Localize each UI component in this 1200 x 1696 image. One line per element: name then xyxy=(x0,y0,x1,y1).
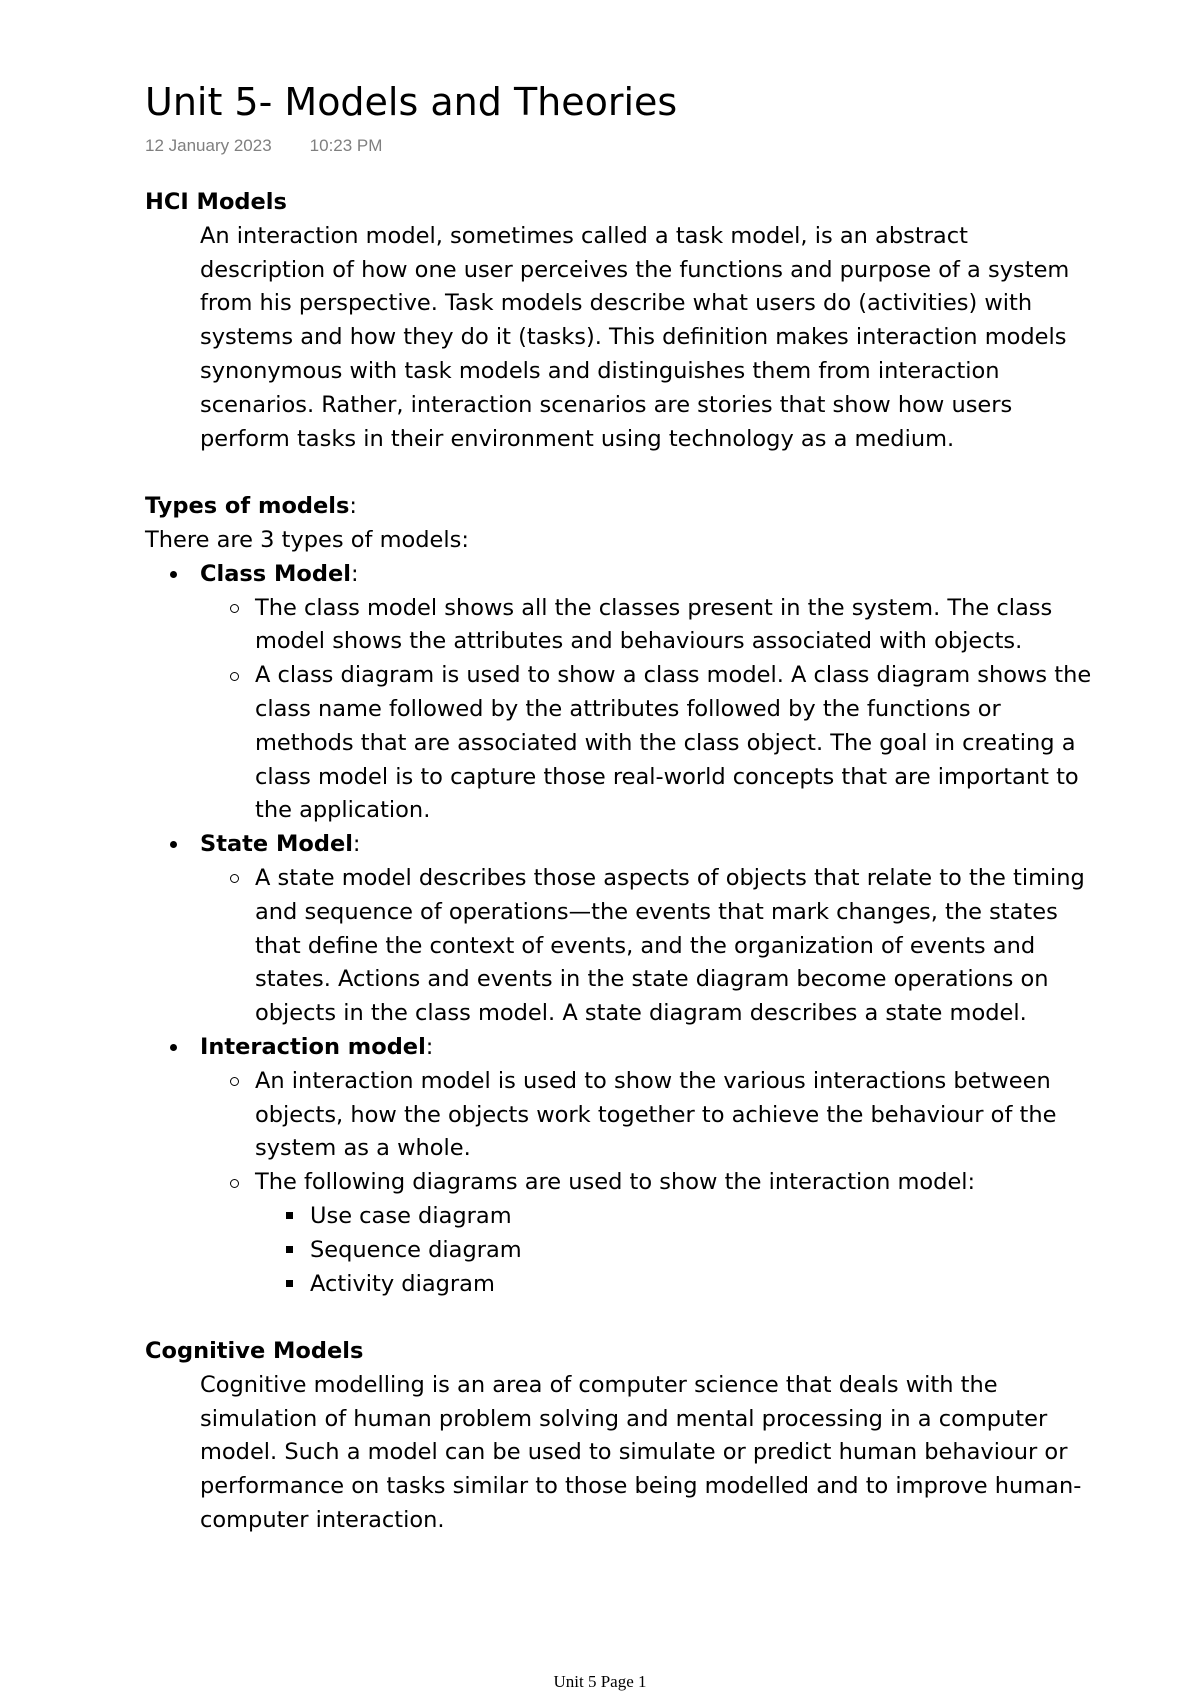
hci-models-paragraph: An interaction model, sometimes called a task model, is an abstract description of how one user perceives the functions and purpose of a system from his perspective. Task models describe what users do (activities) with systems and how they do it (tasks). This definition makes interaction models synonymous with task models and distinguishes them from interaction scenarios. Rather, interaction scenarios are stories that show how users perform tasks in their environment using technology as a medium. xyxy=(200,222,1070,452)
spacer xyxy=(145,1301,1095,1335)
bullet-circle-icon xyxy=(224,1065,244,1099)
list-item-interaction-model xyxy=(145,1031,1095,1301)
state-model-colon: : xyxy=(352,831,361,858)
types-of-models-heading-colon: : xyxy=(349,493,357,520)
bullet-dot-icon xyxy=(163,558,183,592)
bullet-circle-icon xyxy=(224,592,244,626)
interaction-model-point-1: An interaction model is used to show the various interactions between objects, how the objects work together to achieve the behaviour of the system as a whole. xyxy=(255,1067,1057,1162)
diagram-activity: Activity diagram xyxy=(310,1270,495,1297)
bullet-square-icon xyxy=(279,1234,299,1268)
class-model-point-1: The class model shows all the classes present in the system. The class model shows the attributes and behaviours associated with objects. xyxy=(255,594,1053,655)
types-of-models-intro: There are 3 types of models: xyxy=(145,526,469,553)
list-item xyxy=(200,862,1095,1031)
class-model-colon: : xyxy=(350,560,359,587)
interaction-model-label: Interaction model xyxy=(200,1033,426,1060)
page-title: Unit 5- Models and Theories xyxy=(145,80,678,124)
class-model-label: Class Model xyxy=(200,560,351,587)
list-item xyxy=(200,659,1095,828)
spacer xyxy=(145,456,1095,490)
page-date: 12 January 2023 xyxy=(145,136,272,155)
diagram-use-case: Use case diagram xyxy=(310,1202,512,1229)
section-heading-cognitive-models: Cognitive Models xyxy=(145,1338,364,1365)
class-model-points xyxy=(200,592,1095,829)
state-model-points xyxy=(200,862,1095,1031)
bullet-dot-icon xyxy=(163,828,183,862)
cognitive-models-paragraph: Cognitive modelling is an area of computer science that deals with the simulation of human problem solving and mental processing in a computer model. Such a model can be used to simulate or predict human behaviour or performance on tasks similar to those being modelled and to improve human-computer interaction. xyxy=(200,1371,1082,1534)
page-footer: Unit 5 Page 1 xyxy=(553,1672,647,1691)
interaction-model-colon: : xyxy=(425,1033,434,1060)
list-item xyxy=(255,1200,1095,1234)
bullet-circle-icon xyxy=(224,1166,244,1200)
state-model-point-1: A state model describes those aspects of objects that relate to the timing and sequence of operations—the events that mark changes, the states that define the context of events, and the organization of events and states. Actions and events in the state diagram become operations on objects in the class model. A state diagram describes a state model. xyxy=(255,864,1085,1027)
list-item-state-model xyxy=(145,828,1095,1031)
page-time: 10:23 PM xyxy=(309,136,383,155)
interaction-model-points xyxy=(200,1065,1095,1302)
section-heading-hci-models: HCI Models xyxy=(145,189,287,215)
diagram-sequence: Sequence diagram xyxy=(310,1236,522,1263)
note-body xyxy=(145,186,1095,1538)
types-of-models-heading-text: Types of models xyxy=(145,493,350,520)
bullet-dot-icon xyxy=(163,1031,183,1065)
bullet-circle-icon xyxy=(224,659,244,693)
model-types-list xyxy=(145,558,1095,1302)
page-timestamp xyxy=(145,136,382,156)
list-item xyxy=(200,592,1095,660)
bullet-square-icon xyxy=(279,1200,299,1234)
list-item xyxy=(200,1065,1095,1166)
bullet-square-icon xyxy=(279,1268,299,1302)
list-item xyxy=(255,1268,1095,1302)
interaction-diagram-list xyxy=(255,1200,1095,1301)
list-item xyxy=(255,1234,1095,1268)
section-heading-types-of-models xyxy=(145,490,1095,524)
list-item-class-model xyxy=(145,558,1095,828)
class-model-point-2: A class diagram is used to show a class model. A class diagram shows the class name followed by the attributes followed by the functions or methods that are associated with the class object. The goal in creating a class model is to capture those real-world concepts that are important to the application. xyxy=(255,662,1092,824)
state-model-label: State Model xyxy=(200,831,353,858)
list-item xyxy=(200,1166,1095,1301)
bullet-circle-icon xyxy=(224,862,244,896)
interaction-model-point-2: The following diagrams are used to show the interaction model: xyxy=(255,1169,976,1196)
